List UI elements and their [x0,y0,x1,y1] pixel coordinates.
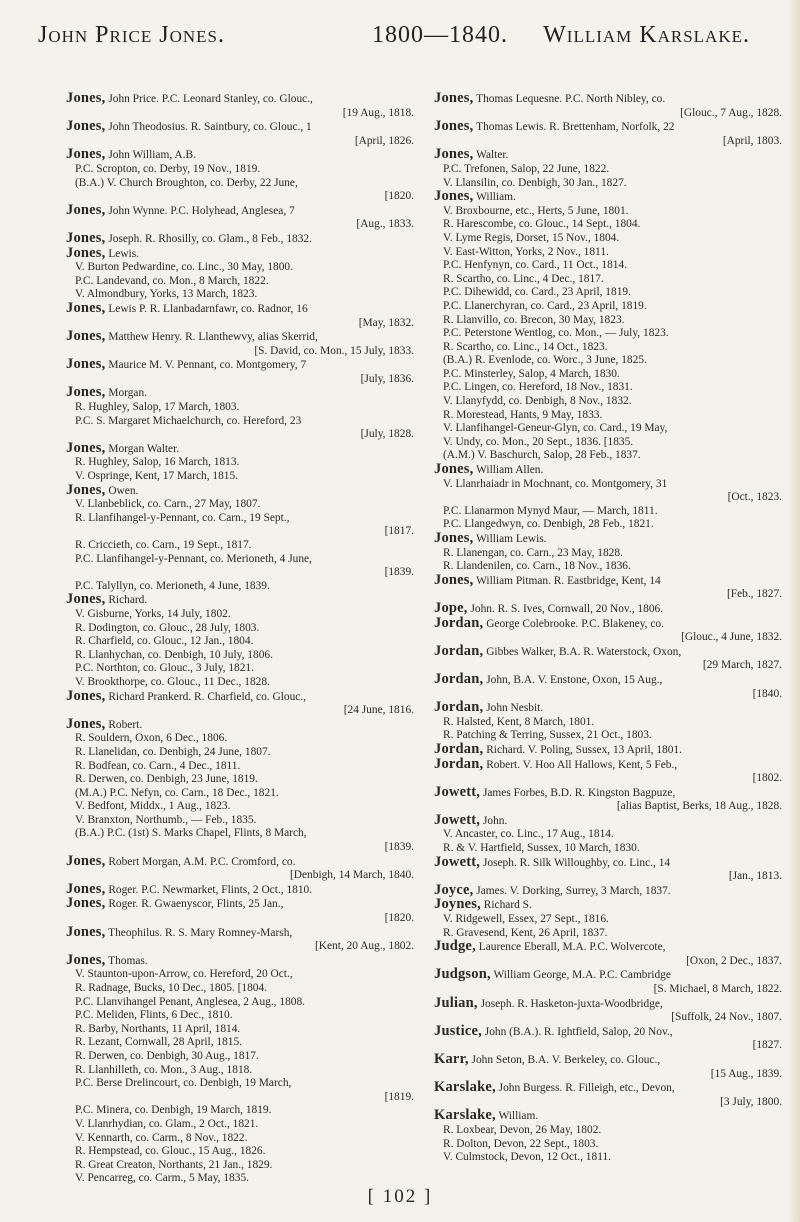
header-right: William Karslake. [543,22,750,48]
entry-surname: Jordan, [434,699,484,716]
entry-appointment-line: V. Almondbury, Yorks, 13 March, 1823. [75,288,258,301]
entry-appointment-line: V. Bedfont, Middx., 1 Aug., 1823. [75,800,231,813]
entry-heading-text: John Theodosius. R. Saintbury, co. Glouc., 1 [105,121,312,134]
entry-appointment-line: P.C. Northton, co. Glouc., 3 July, 1821. [75,662,254,675]
entry-surname: Justice, [434,1022,482,1039]
directory-entry [434,968,782,996]
entry-appointment-line: [1820. [384,912,414,925]
entry-appointment-line: [1839. [384,841,414,854]
entry-surname: Judgson, [434,966,491,983]
entry-appointment-line: V. Ancaster, co. Linc., 17 Aug., 1814. [443,828,614,841]
entry-heading-text: James Forbes, B.D. R. Kingston Bagpuze, [480,786,676,799]
entry-heading-text: William George, M.A. P.C. Cambridge [490,969,671,982]
entry-appointment-line: R. Harescombe, co. Glouc., 14 Sept., 1804. [443,218,641,231]
entry-surname: Jones, [66,439,106,456]
directory-entry [66,386,414,441]
entry-heading-text: Matthew Henry. R. Llanthewvy, alias Skerrid, [105,331,318,344]
entry-heading-text: William. [495,1110,539,1123]
entry-surname: Jones, [434,461,474,478]
entry-appointment-line: P.C. Minera, co. Denbigh, 19 March, 1819. [75,1104,272,1117]
entry-heading-text: Gibbes Walker, B.A. R. Waterstock, Oxon, [483,645,682,658]
entry-appointment-line: P.C. Trefonen, Salop, 22 June, 1822. [443,162,610,175]
entry-surname: Jones, [66,384,106,401]
entry-appointment-line: [1820. [384,190,414,203]
entry-appointment-line: V. Llanrhaiadr in Mochnant, co. Montgomery, 31 [443,477,668,490]
entry-appointment-line: P.C. Llanarmon Mynyd Maur, — March, 1811. [443,504,658,517]
entry-appointment-line: P.C. Minsterley, Salop, 4 March, 1830. [443,367,620,380]
entry-heading-text: John Price. P.C. Leonard Stanley, co. Glouc., [105,93,313,105]
entry-appointment-line: R. Llandenilen, co. Carn., 18 Nov., 1836. [443,560,631,573]
directory-entry [434,1050,782,1081]
entry-appointment-line: [S. Michael, 8 March, 1822. [653,983,782,995]
entry-appointment-line: V. Pencarreg, co. Carm., 5 May, 1835. [75,1172,249,1185]
directory-entry [66,897,414,925]
entry-appointment-line: P.C. Llanerchyran, co. Card., 23 April, 1819. [443,299,647,312]
entry-appointment-line: R. Barby, Northants, 11 April, 1814. [75,1022,241,1035]
entry-appointment-line: R. Gravesend, Kent, 26 April, 1837. [443,926,608,939]
entry-surname: Jones, [66,591,106,608]
entry-heading-text: John Wynne. P.C. Holyhead, Anglesea, 7 [105,204,295,217]
entry-appointment-line: V. Lyme Regis, Dorset, 15 Nov., 1804. [443,231,620,244]
entry-appointment-line: [1827. [752,1039,782,1052]
entry-appointment-line: V. Branxton, Northumb., — Feb., 1835. [75,813,257,826]
entry-appointment-line: V. Ridgewell, Essex, 27 Sept., 1816. [443,913,609,926]
entry-appointment-line: R. Llanengan, co. Carn., 23 May, 1828. [443,546,623,559]
directory-entry [66,330,414,358]
entry-heading-text: John, B.A. V. Enstone, Oxon, 15 Aug., [483,673,663,686]
entry-heading-text: Theophilus. R. S. Mary Romney-Marsh, [105,926,293,939]
entry-appointment-line: V. Llanyfydd, co. Denbigh, 8 Nov., 1832. [443,395,632,408]
entry-surname: Jones, [66,895,106,912]
page-edge-shadow [788,0,800,1222]
entry-appointment-line: (A.M.) V. Baschurch, Salop, 28 Feb., 1837. [443,449,641,462]
entry-appointment-line: V. Kennarth, co. Carm., 8 Nov., 1822. [75,1131,248,1144]
entry-surname: Jones, [434,118,474,135]
entry-heading-text: Morgan Walter. [105,442,180,455]
directory-entry [434,811,782,856]
entry-appointment-line: R. Llanvillo, co. Brecon, 30 May, 1823. [443,313,625,326]
entry-appointment-line: R. Radnage, Bucks, 10 Dec., 1805. [1804. [75,982,268,994]
entry-heading-text: Joseph. R. Rhosilly, co. Glam., 8 Feb., 1832. [105,232,312,245]
entry-appointment-line: [Oct., 1823. [727,491,782,504]
entry-appointment-line: [1817. [384,525,414,538]
entry-surname: Jones, [66,923,106,940]
entry-heading-text: Roger. P.C. Newmarket, Flints, 2 Oct., 1810. [105,883,313,896]
directory-entry [434,755,782,786]
entry-appointment-line: [15 Aug., 1839. [710,1067,782,1080]
entry-surname: Jones, [66,715,106,732]
directory-entry [434,740,782,758]
entry-heading-text: Morgan. [105,387,148,400]
entry-heading-text: Robert. [105,718,143,731]
directory-entry [66,244,414,302]
entry-appointment-line: P.C. Peterstone Wentlog, co. Mon., — July, 1823. [443,327,669,340]
entry-heading-text: John Burgess. R. Filleigh, etc., Devon, [495,1082,675,1095]
directory-entry [434,92,782,120]
entry-appointment-line: R. Derwen, co. Denbigh, 30 Aug., 1817. [75,1049,259,1062]
entry-appointment-line: P.C. Henfynyn, co. Card., 11 Oct., 1814. [443,259,628,272]
directory-entry [434,940,782,968]
entry-appointment-line: P.C. Llanvihangel Penant, Anglesea, 2 Aug., 1808. [75,995,306,1008]
entry-surname: Jones, [66,201,106,218]
entry-appointment-line: R. Patching & Terring, Sussex, 21 Oct., 1803. [443,729,652,742]
entry-heading-text: Owen. [105,484,139,497]
entry-heading-text: John Nesbit. [483,702,544,715]
entry-heading-text: John. R. S. Ives, Cornwall, 20 Nov., 1806. [467,602,664,615]
entry-appointment-line: [alias Baptist, Berks, 18 Aug., 1828. [616,800,782,813]
entry-appointment-line: [Kent, 20 Aug., 1802. [314,940,414,953]
entry-appointment-line: [S. David, co. Mon., 15 July, 1833. [254,344,414,357]
entry-appointment-line: V. Ospringe, Kent, 17 March, 1815. [75,470,239,483]
entry-heading-text: Walter. [473,149,509,162]
directory-entry [434,599,782,617]
directory-entry [66,687,414,718]
directory-entry [434,1081,782,1109]
entry-surname: Jones, [434,571,474,588]
entry-appointment-line: V. Staunton-upon-Arrow, co. Hereford, 20 Oct., [75,968,293,981]
entry-appointment-line: R. Llanfihangel-y-Pennant, co. Carn., 19 Sept., [75,511,290,524]
entry-appointment-line: P.C. Scropton, co. Derby, 19 Nov., 1819. [75,162,261,175]
page-number: [ 102 ] [367,1186,433,1207]
entry-surname: Jones, [66,244,106,261]
directory-entry [434,463,782,532]
entry-appointment-line: P.C. Berse Drelincourt, co. Denbigh, 19 March, [75,1077,292,1090]
directory-entry [434,881,782,899]
entry-heading-text: William Pitman. R. Eastbridge, Kent, 14 [473,574,661,587]
directory-entry [434,783,782,814]
entry-surname: Jones, [66,146,106,163]
entry-surname: Jones, [434,146,474,163]
entry-appointment-line: [1802. [752,772,782,785]
directory-entry [434,701,782,743]
entry-heading-text: John. [480,814,508,827]
entry-appointment-line: [29 March, 1827. [702,659,782,672]
entry-surname: Jones, [66,118,106,135]
entry-appointment-line: R. Charfield, co. Glouc., 12 Jan., 1804. [75,635,254,648]
entry-appointment-line: [24 June, 1816. [343,704,414,717]
directory-entry [434,642,782,673]
entry-heading-text: Richard Prankerd. R. Charfield, co. Glouc., [105,690,307,703]
entry-surname: Julian, [434,994,478,1011]
entry-surname: Karr, [434,1050,469,1067]
entry-appointment-line: R. Morestead, Hants, 9 May, 1833. [443,408,603,421]
directory-entry [434,853,782,884]
entry-appointment-line: V. Brookthorpe, co. Glouc., 11 Dec., 1828. [75,675,270,688]
directory-entry [434,120,782,148]
entry-surname: Jones, [66,90,106,106]
directory-entry [434,994,782,1025]
entry-heading-text: Robert. V. Hoo All Hallows, Kent, 5 Feb., [483,758,678,771]
entry-appointment-line: R. Criccieth, co. Carn., 19 Sept., 1817. [75,539,252,551]
entry-appointment-line: R. Lezant, Cornwall, 28 April, 1815. [75,1036,243,1049]
directory-entry [66,358,414,386]
directory-entry [434,670,782,701]
entry-appointment-line: P.C. Talyllyn, co. Merioneth, 4 June, 1839. [75,579,270,592]
entry-appointment-line: V. Llansilin, co. Denbigh, 30 Jan., 1827. [443,176,627,189]
header-date-range: 1800—1840. [372,22,508,48]
directory-entry [66,951,414,1186]
directory-entry [66,852,414,883]
entry-surname: Karslake, [434,1107,496,1124]
entry-appointment-line: [1840. [752,687,782,700]
entry-surname: Joyce, [434,881,474,898]
entry-heading-text: Maurice M. V. Pennant, co. Montgomery, 7 [105,359,307,372]
directory-entry [66,92,414,120]
entry-surname: Jowett, [434,783,481,800]
entry-heading-text: William Allen. [473,464,544,477]
directory-entry [434,571,782,602]
entry-appointment-line: [Glouc., 4 June, 1832. [681,631,782,644]
entry-heading-text: Thomas. [105,954,148,967]
entry-heading-text: Laurence Eberall, M.A. P.C. Wolvercote, [475,941,666,954]
entry-heading-text: Lewis. [105,247,140,260]
entry-appointment-line: V. Gisburne, Yorks, 14 July, 1802. [75,607,231,620]
entry-appointment-line: V. Broxbourne, etc., Herts, 5 June, 1801. [443,204,629,217]
entry-appointment-line: [19 Aug., 1818. [342,106,414,119]
entry-appointment-line: [Denbigh, 14 March, 1840. [289,869,414,882]
entry-appointment-line: R. Llanhychan, co. Denbigh, 10 July, 1806. [75,648,273,661]
running-header [38,22,770,62]
entry-appointment-line: R. Scartho, co. Linc., 4 Dec., 1817. [443,272,604,285]
entry-surname: Jordan, [434,740,484,757]
entry-appointment-line: [Oxon, 2 Dec., 1837. [686,954,782,967]
entry-surname: Jones, [66,880,106,897]
entry-appointment-line: (B.A.) V. Church Broughton, co. Derby, 22 June, [75,176,298,189]
entry-appointment-line: [1819. [384,1090,414,1103]
entry-appointment-line: R. Hughley, Salop, 17 March, 1803. [75,401,240,414]
directory-entry [434,614,782,645]
entry-surname: Jordan, [434,642,484,659]
entry-surname: Jordan, [434,614,484,631]
entry-heading-text: Richard S. [480,899,532,912]
entry-appointment-line: [1839. [384,566,414,579]
directory-entry [66,880,414,898]
entry-surname: Jones, [66,299,106,316]
directory-entry [66,299,414,330]
entry-appointment-line: [Suffolk, 24 Nov., 1807. [671,1011,782,1024]
entry-heading-text: John Seton, B.A. V. Berkeley, co. Glouc., [468,1053,661,1066]
directory-entry [434,148,782,190]
entry-surname: Jones, [66,687,106,704]
entry-appointment-line: [3 July, 1800. [720,1095,782,1108]
entry-heading-text: William. [473,191,516,204]
directory-entry [434,1022,782,1053]
entry-appointment-line: [May, 1832. [358,316,414,329]
entry-surname: Jones, [66,229,106,246]
entry-heading-text: John (B.A.). R. Ightfield, Salop, 20 Nov., [481,1025,673,1038]
entry-appointment-line: V. Culmstock, Devon, 12 Oct., 1811. [443,1151,612,1164]
entry-heading-text: John William, A.B. [105,149,196,162]
directory-entry [66,148,414,203]
entry-surname: Jones, [434,188,474,205]
entry-heading-text: Joseph. R. Silk Willoughby, co. Linc., 14 [480,856,671,869]
directory-entry [434,532,782,574]
entry-surname: Jones, [66,328,106,345]
entry-appointment-line: [April, 1803. [722,134,782,147]
entry-appointment-line: V. Burton Pedwardine, co. Linc., 30 May, 1800. [75,261,293,274]
entry-appointment-line: P.C. Dihewidd, co. Card., 23 April, 1819. [443,286,631,299]
directory-entry [434,190,782,463]
entry-appointment-line: V. Undy, co. Mon., 20 Sept., 1836. [1835. [443,435,634,448]
directory-entry [66,481,414,594]
entry-appointment-line: R. Derwen, co. Denbigh, 23 June, 1819. [75,773,258,786]
entry-appointment-line: [Glouc., 7 Aug., 1828. [680,106,782,119]
directory-entry [66,229,414,247]
entry-appointment-line: V. Llanrhydian, co. Glam., 2 Oct., 1821. [75,1117,259,1130]
directory-entry [66,120,414,148]
directory-entry [434,1109,782,1164]
directory-entry [66,593,414,689]
entry-surname: Jones, [66,852,106,869]
entry-appointment-line: R. Dolton, Devon, 22 Sept., 1803. [443,1137,599,1150]
entry-heading-text: Richard. [105,594,148,607]
entry-surname: Joynes, [434,896,481,913]
entry-surname: Karslake, [434,1079,496,1096]
entry-heading-text: Roger. R. Gwaenyscor, Flints, 25 Jan., [105,898,284,911]
entry-heading-text: George Colebrooke. P.C. Blakeney, co. [483,617,664,630]
entry-appointment-line: [Aug., 1833. [356,218,414,231]
entry-surname: Jones, [66,356,106,373]
entry-appointment-line: V. East-Witton, Yorks, 2 Nov., 1811. [443,245,609,258]
directory-entry [66,201,414,232]
directory-entry [434,898,782,940]
entry-surname: Jordan, [434,755,484,772]
entry-appointment-line: [July, 1828. [360,428,414,441]
entry-appointment-line: [Feb., 1827. [726,588,782,601]
entry-appointment-line: R. Hughley, Salop, 16 March, 1813. [75,456,240,469]
entry-heading-text: Thomas Lewis. R. Brettenham, Norfolk, 22 [473,121,675,134]
entry-surname: Jordan, [434,670,484,687]
entry-appointment-line: R. Loxbear, Devon, 26 May, 1802. [443,1123,602,1136]
entry-surname: Jowett, [434,853,481,870]
entry-appointment-line: R. Llanelidan, co. Denbigh, 24 June, 1807. [75,745,271,758]
directory-entry [66,715,414,855]
entry-appointment-line: V. Llanbeblick, co. Carn., 27 May, 1807. [75,498,261,511]
entry-surname: Jope, [434,599,468,616]
entry-appointment-line: [July, 1836. [360,372,414,385]
entry-heading-text: Thomas Lequesne. P.C. North Nibley, co. [473,93,666,105]
entry-appointment-line: (B.A.) P.C. (1st) S. Marks Chapel, Flints, 8 March, [75,827,307,840]
header-left: John Price Jones. [38,22,225,48]
entry-heading-text: William Lewis. [473,533,547,545]
entry-appointment-line: (M.A.) P.C. Nefyn, co. Carn., 18 Dec., 1821. [75,786,279,799]
entry-heading-text: Joseph. R. Hasketon-juxta-Woodbridge, [477,997,663,1010]
entry-surname: Jones, [434,530,474,546]
entry-surname: Jones, [66,481,106,498]
entry-appointment-line: P.C. Llangedwyn, co. Denbigh, 28 Feb., 1821. [443,518,654,531]
right-column [434,92,782,1165]
entry-appointment-line: [April, 1826. [354,134,414,147]
entry-heading-text: Robert Morgan, A.M. P.C. Cromford, co. [105,855,296,868]
entry-appointment-line: R. Scartho, co. Linc., 14 Oct., 1823. [443,340,608,353]
directory-entry [66,923,414,954]
entry-appointment-line: P.C. Meliden, Flints, 6 Dec., 1810. [75,1009,233,1022]
entry-appointment-line: R. Llanhilleth, co. Mon., 3 Aug., 1818. [75,1063,253,1076]
entry-appointment-line: P.C. Llanfihangel-y-Pennant, co. Merioneth, 4 June, [75,552,312,565]
entry-surname: Judge, [434,938,476,955]
entry-appointment-line: R. Souldern, Oxon, 6 Dec., 1806. [75,732,228,745]
left-column [66,92,414,1186]
entry-appointment-line: R. Hempstead, co. Glouc., 15 Aug., 1826. [75,1145,266,1158]
entry-appointment-line: [Jan., 1813. [728,870,782,883]
entry-appointment-line: R. Halsted, Kent, 8 March, 1801. [443,715,595,728]
entry-surname: Jones, [434,90,474,106]
entry-appointment-line: (B.A.) R. Evenlode, co. Worc., 3 June, 1825. [443,354,647,367]
entry-surname: Jones, [66,951,106,968]
directory-entry [66,439,414,484]
entry-appointment-line: R. Dodington, co. Glouc., 28 July, 1803. [75,621,260,634]
entry-appointment-line: R. Great Creaton, Northants, 21 Jan., 1829. [75,1158,273,1171]
entry-appointment-line: P.C. Landevand, co. Mon., 8 March, 1822. [75,274,269,287]
entry-heading-text: James. V. Dorking, Surrey, 3 March, 1837. [473,884,671,897]
entry-appointment-line: R. & V. Hartfield, Sussex, 10 March, 1830. [443,842,640,855]
entry-heading-text: Lewis P. R. Llanbadarnfawr, co. Radnor, 16 [105,302,308,315]
entry-appointment-line: P.C. Lingen, co. Hereford, 18 Nov., 1831. [443,381,633,394]
entry-appointment-line: V. Llanfihangel-Geneur-Glyn, co. Card., 19 May, [443,422,668,435]
entry-appointment-line: R. Bodfean, co. Carn., 4 Dec., 1811. [75,759,241,772]
entry-heading-text: Richard. V. Poling, Sussex, 13 April, 1801. [483,743,682,756]
entry-surname: Jowett, [434,811,481,828]
entry-appointment-line: P.C. S. Margaret Michaelchurch, co. Hereford, 23 [75,414,302,427]
